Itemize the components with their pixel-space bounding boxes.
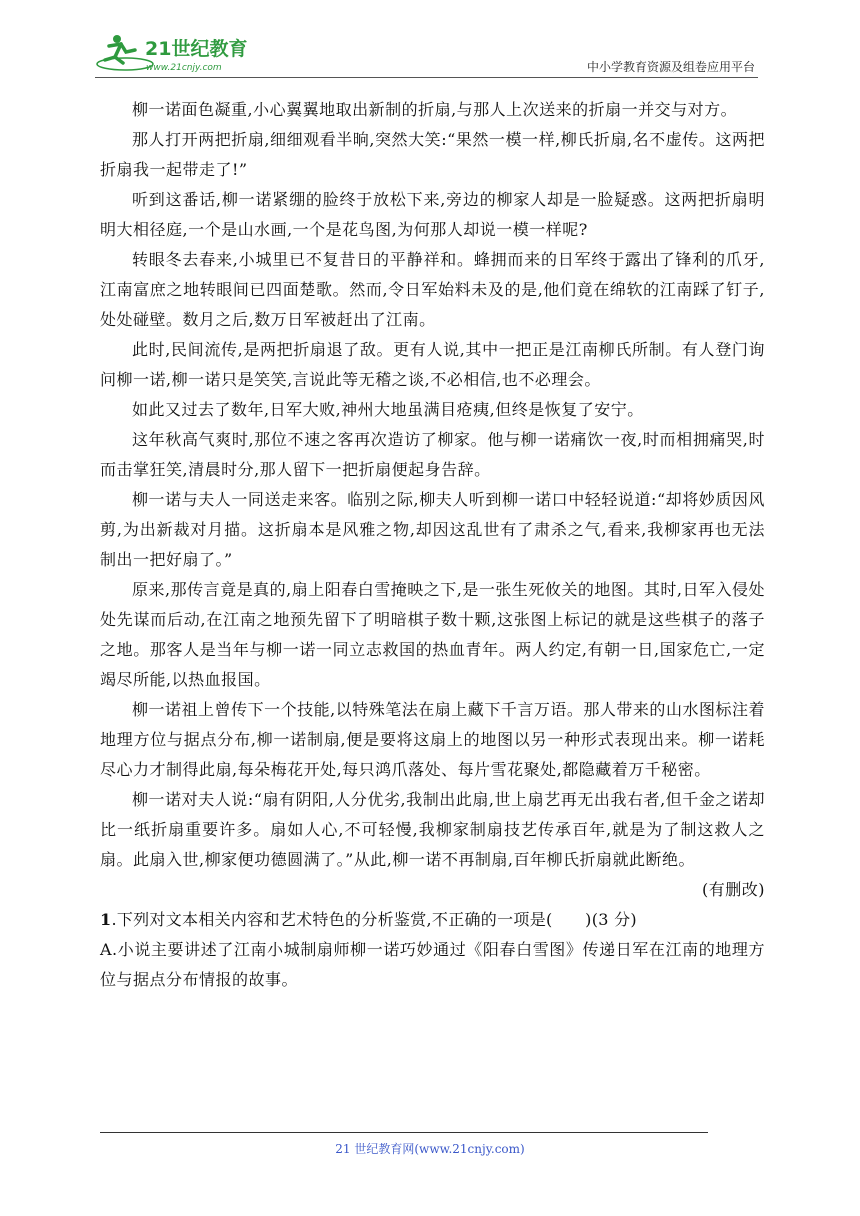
question-number: 1	[100, 910, 112, 929]
paragraph: 原来,那传言竟是真的,扇上阳春白雪掩映之下,是一张生死攸关的地图。其时,日军入侵处处先谋而后动,在江南之地预先留下了明暗棋子数十颗,这张图上标记的就是这些棋子的落子之地。那客人是当年与柳一诺一同立志救国的热血青年。两人约定,有朝一日,国家危亡,一定竭尽所能,以热血报国。	[100, 580, 765, 689]
page-header	[95, 28, 755, 80]
source-note: (有删改)	[702, 880, 765, 899]
paragraph: 柳一诺对夫人说:“扇有阴阳,人分优劣,我制出此扇,世上扇艺再无出我右者,但千金之诺却比一纸折扇重要许多。扇如人心,不可轻慢,我柳家制扇技艺传承百年,就是为了制这救人之扇。此扇入世,柳家便功德圆满了。”从此,柳一诺不再制扇,百年柳氏折扇就此断绝。	[100, 790, 765, 869]
paragraph: 转眼冬去春来,小城里已不复昔日的平静祥和。蜂拥而来的日军终于露出了锋利的爪牙,江南富庶之地转眼间已四面楚歌。然而,令日军始料未及的是,他们竟在绵软的江南踩了钉子,处处碰壁。数月之后,数万日军被赶出了江南。	[100, 250, 765, 329]
option-a: A.小说主要讲述了江南小城制扇师柳一诺巧妙通过《阳春白雪图》传递日军在江南的地理方位与据点分布情报的故事。	[100, 940, 765, 989]
paragraph: 如此又过去了数年,日军大败,神州大地虽满目疮痍,但终是恢复了安宁。	[132, 400, 644, 419]
paragraph: 那人打开两把折扇,细细观看半晌,突然大笑:“果然一模一样,柳氏折扇,名不虚传。这两把折扇我一起带走了!”	[100, 130, 765, 179]
paragraph: 柳一诺祖上曾传下一个技能,以特殊笔法在扇上藏下千言万语。那人带来的山水图标注着地理方位与据点分布,柳一诺制扇,便是要将这扇上的地图以另一种形式表现出来。柳一诺耗尽心力才制得此扇,每朵梅花开处,每只鸿爪落处、每片雪花聚处,都隐藏着万千秘密。	[100, 700, 765, 779]
question-1	[100, 905, 765, 935]
article-body	[100, 95, 765, 995]
footer-link[interactable]: 21 世纪教育网(www.21cnjy.com)	[335, 1142, 525, 1156]
site-logo[interactable]	[95, 30, 265, 76]
logo-url: www.21cnjy.com	[146, 63, 222, 73]
question-text: .下列对文本相关内容和艺术特色的分析鉴赏,不正确的一项是( )(3 分)	[111, 910, 637, 929]
header-divider	[95, 77, 758, 78]
footer-divider	[100, 1132, 708, 1133]
paragraph: 这年秋高气爽时,那位不速之客再次造访了柳家。他与柳一诺痛饮一夜,时而相拥痛哭,时而击掌狂笑,清晨时分,那人留下一把折扇便起身告辞。	[100, 430, 765, 479]
platform-title: 中小学教育资源及组卷应用平台	[586, 60, 755, 74]
runner-logo-icon	[95, 30, 265, 76]
paragraph: 柳一诺与夫人一同送走来客。临别之际,柳夫人听到柳一诺口中轻轻说道:“却将妙质因风剪,为出新裁对月描。这折扇本是风雅之物,却因这乱世有了肃杀之气,看来,我柳家再也无法制出一把好扇了。”	[100, 490, 765, 569]
paragraph: 听到这番话,柳一诺紧绷的脸终于放松下来,旁边的柳家人却是一脸疑惑。这两把折扇明明大相径庭,一个是山水画,一个是花鸟图,为何那人却说一模一样呢?	[100, 190, 765, 239]
paragraph: 柳一诺面色凝重,小心翼翼地取出新制的折扇,与那人上次送来的折扇一并交与对方。	[132, 100, 738, 119]
logo-title: 21世纪教育	[145, 38, 248, 60]
paragraph: 此时,民间流传,是两把折扇退了敌。更有人说,其中一把正是江南柳氏所制。有人登门询问柳一诺,柳一诺只是笑笑,言说此等无稽之谈,不必相信,也不必理会。	[100, 340, 765, 389]
